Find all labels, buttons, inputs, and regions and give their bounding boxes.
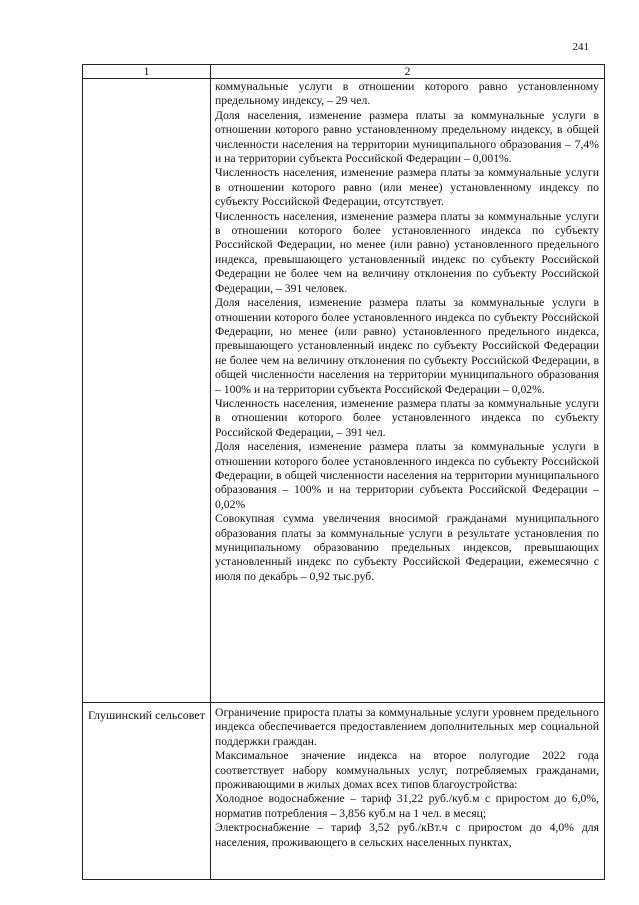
municipality-name-cell bbox=[83, 79, 211, 703]
paragraph: Численность населения, изменение размера платы за коммунальные услуги в отношении которого равно (или менее) установленному индексу по субъекту Российской Федерации, отсутствует. bbox=[215, 166, 599, 209]
paragraph: Численность населения, изменение размера платы за коммунальные услуги в отношении которого более установленного индекса по субъекту Российской Федерации, но менее (или равно) установленного предельного индекса, превышающего установленный индекс по субъекту Российской Федерации не более чем на величину отклонения по субъекту Российской Федерации, – 391 человек. bbox=[215, 209, 599, 295]
paragraph: Доля населения, изменение размера платы за коммунальные услуги в отношении которого более установленного индекса по субъекту Российской Федерации, но менее (или равно) установленного предельного индекса, превышающего установленный индекс по субъекту Российской Федерации не более чем на величину отклонения по субъекту Российской Федерации, в общей численности населения на территории муниципального образования – 100% и на территории субъекта Российской Федерации – 0,02%. bbox=[215, 296, 599, 396]
paragraph: Численность населения, изменение размера платы за коммунальные услуги в отношении которого более установленного индекса по субъекту Российской Федерации, – 391 чел. bbox=[215, 396, 599, 439]
paragraph: Холодное водоснабжение – тариф 31,22 руб./куб.м с приростом до 6,0%, норматив потребления – 3,856 куб.м на 1 чел. в месяц; bbox=[215, 792, 599, 820]
document-table bbox=[82, 64, 605, 880]
paragraph: Электроснабжение – тариф 3,52 руб./кВт.ч с приростом до 4,0% для населения, проживающего в сельских населенных пунктах, bbox=[215, 821, 599, 849]
paragraph: коммунальные услуги в отношении которого равно установленному предельному индексу, – 29 чел. bbox=[215, 80, 599, 108]
paragraph: Доля населения, изменение размера платы за коммунальные услуги в отношении которого равно установленному предельному индексу, в общей численности населения на территории муниципального образования – 7,4% и на территории субъекта Российской Федерации – 0,001%. bbox=[215, 108, 599, 166]
page-number: 241 bbox=[572, 41, 589, 53]
paragraph: Доля населения, изменение размера платы за коммунальные услуги в отношении которого более установленного индекса по субъекту Российской Федерации, в общей численности населения на территории муниципального образования – 100% и на территории субъекта Российской Федерации – 0,02% bbox=[215, 440, 599, 511]
description-cell bbox=[211, 703, 605, 880]
paragraph: Максимальное значение индекса на второе полугодие 2022 года соответствует набору коммунальных услуг, потребляемых гражданами, проживающими в жилых домах всех типов благоустройства: bbox=[215, 749, 599, 792]
description-cell bbox=[211, 79, 605, 703]
paragraph: Ограничение прироста платы за коммунальные услуги уровнем предельного индекса обеспечивается предоставлением дополнительных мер социальной поддержки граждан. bbox=[215, 706, 599, 748]
column-header-2: 2 bbox=[211, 65, 605, 79]
municipality-name-cell: Глушинский сельсовет bbox=[83, 703, 211, 880]
paragraph: Совокупная сумма увеличения вносимой гражданами муниципального образования платы за коммунальные услуги в результате установления по муниципальному образованию предельных индексов, превышающих установленный индекс по субъекту Российской Федерации, ежемесячно с июля по декабрь – 0,92 тыс.руб. bbox=[215, 512, 599, 583]
table-row bbox=[83, 703, 605, 880]
table-header-row bbox=[83, 65, 605, 79]
column-header-1: 1 bbox=[83, 65, 211, 79]
table-row bbox=[83, 79, 605, 703]
